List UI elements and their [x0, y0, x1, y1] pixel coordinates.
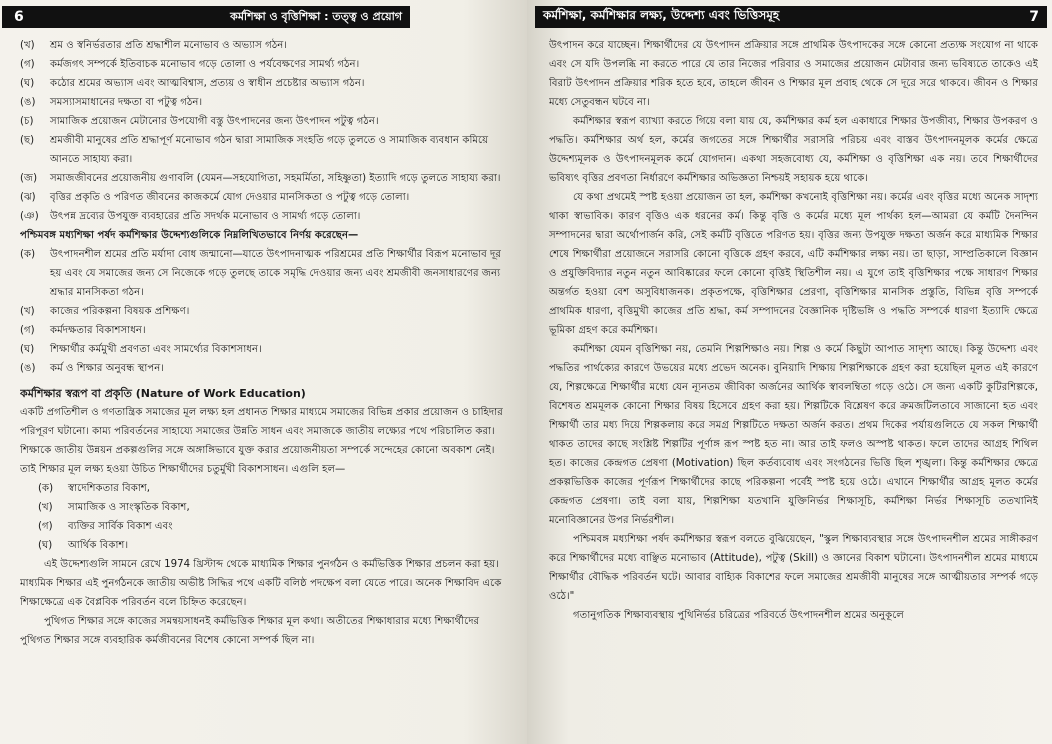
objective-item — [20, 74, 513, 93]
paragraph-production-link: উৎপাদন করে যাচ্ছেন। শিক্ষার্থীদের যে উৎপাদন প্রক্রিয়ার সঙ্গে প্রাথমিক উৎপাদকের সঙ্গে কোনো প্রত্যক্ষ সংযোগ না থাকে এবং সে যদি উপলব্ধি না করতে পারে যে তার নিজের পরিবার ও সমাজের প্রয়োজন মেটাবার জন্য ভবিষ্যতে তাকেও এই বিরাট উৎপাদন প্রক্রিয়ার শরিক হতে হবে, তাহলে জীবন ও শিক্ষার মূল প্রবাহ থেকে সে দূরে সরে থাকবে। জীবন ও শিক্ষার মধ্যে সেতুবন্ধন ঘটবে না। — [549, 40, 1038, 108]
list-item-label: (ঘ) — [38, 540, 53, 551]
left-page-content — [20, 36, 513, 740]
list-item-text: কর্মজগৎ সম্পর্কে ইতিবাচক মনোভাব গড়ে তোলা ও পর্যবেক্ষণের সামর্থ্য গঠন। — [50, 59, 360, 70]
list-item-label: (ঘ) — [20, 78, 35, 89]
list-item-text: কর্ম ও শিক্ষার অনুবন্ধ স্থাপন। — [50, 363, 164, 374]
list-item-text: শিক্ষার্থীর কর্মমুখী প্রবণতা এবং সামর্থ্যের বিকাশসাধন। — [50, 344, 262, 355]
right-running-title: কর্মশিক্ষা, কর্মশিক্ষার লক্ষ্য, উদ্দেশ্য এবং ভিত্তিসমূহ — [543, 8, 780, 22]
paragraph-bookish-education: পুথিগত শিক্ষার সঙ্গে কাজের সমন্বয়সাধনই কর্মভিত্তিক শিক্ষার মূল কথা। অতীতের শিক্ষাধারার মধ্যে শিক্ষার্থীদের পুথিগত শিক্ষার সঙ্গে ব্যবহারিক কর্মজীবনের বিশেষ কোনো সম্পর্ক ছিল না। — [20, 616, 480, 646]
list-item-label: (খ) — [38, 502, 53, 513]
wb-objective-item — [20, 245, 513, 302]
list-item-text: বৃত্তির প্রকৃতি ও পরিণত জীবনের কাজকর্মে যোগ দেওয়ার মানসিকতা ও পটুত্ব গড়ে তোলা। — [50, 192, 410, 203]
nature-paragraph: একটি প্রগতিশীল ও গণতান্ত্রিক সমাজের মূল লক্ষ্য হল প্রধানত শিক্ষার মাধ্যমে সমাজের বিভিন্ন প্রকার প্রয়োজন ও চাহিদার পরিপূরণ ঘটানো। কাম্য পরিবর্তনের সাহায্যে সমাজের উন্নতি সাধন এবং সমাজকে জাতীয় লক্ষ্যের পথে পরিচালিত করা। শিক্ষাকে জাতীয় উন্নয়ন প্রকল্পগুলির সঙ্গে অঙ্গাঙ্গিভাবে যুক্ত করার প্রয়োজনীয়তা সম্পর্কে সন্দেহের কোনো অবকাশ নেই। তাই শিক্ষার মূল লক্ষ্য হওয়া উচিত শিক্ষার্থীদের চতুর্মুখী বিকাশসাধন। এগুলি হল— — [20, 407, 503, 475]
wb-objective-item — [20, 359, 513, 378]
right-page-number: 7 — [1029, 9, 1039, 25]
right-page-header — [535, 6, 1047, 28]
list-item-label: (গ) — [38, 521, 53, 532]
list-item-label: (ছ) — [20, 135, 35, 146]
wb-objective-item — [20, 302, 513, 321]
paragraph-1974: এই উদ্দেশ্যগুলি সামনে রেখে 1974 খ্রিস্টাব্দ থেকে মাধ্যমিক শিক্ষার পুনর্গঠন ও কর্মভিত্তিক শিক্ষার প্রচলন করা হয়। মাধ্যমিক শিক্ষার এই পুনর্গঠনকে জাতীয় অভীষ্ট সিদ্ধির পথে একটি বলিষ্ঠ পদক্ষেপ বলা যেতে পারে। অনেক শিক্ষাবিদ একে শিক্ষাক্ষেত্রে এক বৈপ্লবিক পরিবর্তন বলে চিহ্নিত করেছেন। — [20, 559, 502, 608]
wb-objectives-list — [20, 245, 513, 378]
right-page-content — [549, 36, 1038, 740]
list-item-text: উৎপাদনশীল শ্রমের প্রতি মর্যাদা বোধ জন্মানো—যাতে উৎপাদনাত্মক পরিশ্রমের প্রতি শিক্ষার্থীর বিরূপ মনোভাব দূর হয় এবং যে সমাজের জন্য সে নিজেকে গড়ে তুলছে তাকে সমৃদ্ধি দেওয়ার জন্য এবং শ্রমজীবী জনসাধারণের জন্য শ্রদ্ধার মানসিকতা গঠন। — [50, 249, 501, 298]
development-item — [38, 479, 513, 498]
objective-item — [20, 207, 513, 226]
list-item-label: (গ) — [20, 325, 35, 336]
objective-item — [20, 112, 513, 131]
objective-item — [20, 93, 513, 112]
list-item-text: সমস্যাসমাধানের দক্ষতা বা পটুত্ব গঠন। — [50, 97, 203, 108]
objective-item — [20, 36, 513, 55]
list-item-label: (চ) — [20, 116, 34, 127]
list-item-label: (ক) — [38, 483, 54, 494]
wb-objective-item — [20, 321, 513, 340]
list-item-text: ব্যক্তির সার্বিক বিকাশ এবং — [68, 521, 173, 532]
list-item-label: (জ) — [20, 173, 38, 184]
list-item-text: কঠোর শ্রমের অভ্যাস এবং আত্মবিশ্বাস, প্রত্যয় ও স্বাধীন প্রচেষ্টার অভ্যাস গঠন। — [50, 78, 365, 89]
wb-objectives-heading: পশ্চিমবঙ্গ মধ্যশিক্ষা পর্ষদ কর্মশিক্ষার উদ্দেশ্যগুলিকে নিম্নলিখিতভাবে নির্ণয় করেছেন— — [20, 230, 359, 241]
development-item — [38, 517, 513, 536]
list-item-text: সামাজিক ও সাংস্কৃতিক বিকাশ, — [68, 502, 190, 513]
list-item-text: শ্রমজীবী মানুষের প্রতি শ্রদ্ধাপূর্ণ মনোভাব গঠন দ্বারা সামাজিক সংহতি গড়ে তুলতে ও সামাজিক ব্যবধান কমিয়ে আনতে সাহায্য করা। — [50, 135, 489, 165]
paragraph-nature-explained: কর্মশিক্ষার স্বরূপ ব্যাখ্যা করতে গিয়ে বলা যায় যে, কর্মশিক্ষার কর্ম হল একাধারে শিক্ষার উপজীব্য, শিক্ষার উপকরণ ও পদ্ধতি। কর্মশিক্ষার অর্থ হল, কর্মের জগতের সঙ্গে শিক্ষার্থীর সরাসরি পরিচয় এবং বাস্তব উৎপাদনমূলক কর্মের ক্ষেত্রে উদ্দেশ্যমূলক ও উৎপাদনমূলক কর্মে যোগদান। একথা সহজবোধ্য যে, কর্মশিক্ষা ও বৃত্তিশিক্ষা এক নয়। তবে শিক্ষার্থীদের ভবিষ্যৎ বৃত্তির প্রবণতা নির্ধারণে কর্মশিক্ষার অভিজ্ঞতা নিশ্চয়ই সহায়ক হয়ে থাকে। — [549, 116, 1038, 184]
list-item-text: সমাজজীবনের প্রয়োজনীয় গুণাবলি (যেমন—সহযোগিতা, সহমর্মিতা, সহিষ্ণুতা) ইত্যাদি গড়ে তুলতে সাহায্য করা। — [50, 173, 501, 184]
list-item-label: (ক) — [20, 249, 36, 260]
objective-item — [20, 55, 513, 74]
paragraph-wb-definition: পশ্চিমবঙ্গ মধ্যশিক্ষা পর্ষদ কর্মশিক্ষার স্বরূপ বলতে বুঝিয়েছেন, "স্কুল শিক্ষাব্যবস্থার সঙ্গে উৎপাদনশীল শ্রমের সাঙ্গীকরণ করে শিক্ষার্থীদের মধ্যে বাঞ্ছিত মনোভাব (Attitude), পটুত্ব (Skill) ও জ্ঞানের বিকাশ ঘটানো। উৎপাদনশীল শ্রমের মাধ্যমে শিক্ষার্থীর বৌদ্ধিক পরিবর্তন ঘটে। আবার বাহ্যিক বিকাশের ফলে সমাজের শ্রমজীবী মানুষের সঙ্গে আত্মীয়তার সম্পর্ক গড়ে ওঠে।" — [549, 534, 1038, 602]
nature-heading: কর্মশিক্ষার স্বরূপ বা প্রকৃতি (Nature of Work Education) — [20, 387, 306, 400]
wb-objective-item — [20, 340, 513, 359]
list-item-label: (গ) — [20, 59, 35, 70]
list-item-label: (ঙ) — [20, 97, 36, 108]
objectives-list — [20, 36, 513, 226]
list-item-text: সামাজিক প্রয়োজন মেটানোর উপযোগী বস্তু উৎপাদনের জন্য উৎপাদন পটুত্ব গঠন। — [50, 116, 379, 127]
objective-item — [20, 188, 513, 207]
paragraph-not-craft: কর্মশিক্ষা যেমন বৃত্তিশিক্ষা নয়, তেমনি শিল্পশিক্ষাও নয়। শিল্প ও কর্মে কিছুটা আপাত সাদৃশ্য আছে। কিন্তু উদ্দেশ্য এবং পদ্ধতির পার্থক্যের কারণে উভয়ের মধ্যে প্রভেদ অনেক। বুনিয়াদি শিক্ষায় শিল্পশিক্ষাকে গ্রহণ করা হয়েছিল মূলত এই কারণে যে, শিল্পক্ষেত্রে শিক্ষার্থীর মধ্যে যেন ন্যূনতম জীবিকা অর্জনের আর্থিক স্বাবলম্বিতা গড়ে ওঠে। সে জন্য একটি কুটিরশিল্পকে, বিশেষত শ্রমমূলক কোনো শিক্ষার বিষয় হিসেবে গ্রহণ করা হয়। শিল্পটিকে বিশ্লেষণ করে ক্রমজটিলতাবে সাজানো হত এবং শিক্ষার্থী তার মধ্য দিয়ে শিল্পকলায় করে সমগ্র শিল্পটিতে দক্ষতা অর্জন করত। প্রথম দিকের পর্যায়গুলিতে যে সকল শিক্ষার্থী থাকত তাদের কাছে সংশ্লিষ্ট শিল্পটির পূর্ণাঙ্গ রূপ স্পষ্ট হত না। আর তাই ফলও অস্পষ্ট থাকত। ফলে তাদের আগ্রহ শিথিল হত। কাজের কেন্দ্রগত প্রেষণা (Motivation) ছিল কর্তব্যবোধ এবং সংগঠনের ভিত্তি ছিল শৃঙ্খলা। কিন্তু কর্মশিক্ষার ক্ষেত্রে প্রকল্পভিত্তিক কাজের পূর্ণরূপ শিক্ষার্থীদের কাছে পরিকল্পনা পর্বেই স্পষ্ট হয়ে ওঠে। এখানে শিক্ষার্থীর আগ্রহ মূলত কর্মের কেন্দ্রগত প্রেষণা। তাই বলা যায়, শিল্পশিক্ষা যতখানি যুক্তিনির্ভর শিক্ষাসূচি, কর্মশিক্ষা নির্ভর শিক্ষাসূচি ততখানিই মনোবিজ্ঞানের উপর নির্ভরশীল। — [549, 344, 1038, 526]
objective-item — [20, 131, 513, 169]
list-item-text: শ্রম ও স্বনির্ভরতার প্রতি শ্রদ্ধাশীল মনোভাব ও অভ্যাস গঠন। — [50, 40, 287, 51]
development-list — [20, 479, 513, 555]
list-item-label: (ঞ) — [20, 211, 39, 222]
development-item — [38, 536, 513, 555]
development-item — [38, 498, 513, 517]
list-item-text: কর্মদক্ষতার বিকাশসাধন। — [50, 325, 146, 336]
paragraph-not-vocational: যে কথা প্রথমেই স্পষ্ট হওয়া প্রয়োজন তা হল, কর্মশিক্ষা কখনোই বৃত্তিশিক্ষা নয়। কর্মের এবং বৃত্তির মধ্যে অনেক সাদৃশ্য থাকা স্বাভাবিক। কারণ বৃত্তিও এক ধরনের কর্ম। কিন্তু বৃত্তি ও কর্মের মধ্যে মূল পার্থক্য হল—আমরা যে কর্মটি দৈনন্দিন সম্পাদনের দ্বারা অর্থোপার্জন করি, সেই কর্মটি বৃত্তিতে পরিণত হয়। বৃত্তির জন্য উপযুক্ত দক্ষতা অর্জন করে মাধ্যমিক শিক্ষার শেষে শিক্ষার্থীরা প্রয়োজনে সরাসরি কোনো বৃত্তিকে গ্রহণ করবে, এটি কর্মশিক্ষার লক্ষ্য নয়। তা ছাড়া, সাম্প্রতিকালে বিজ্ঞান ও প্রযুক্তিবিদ্যার নতুন নতুন আবিষ্কারের ফলে কোনো বৃত্তিই স্থিতিশীল নয়। এ যুগে তাই বৃত্তিশিক্ষার পক্ষে সাধারণ শিক্ষার অন্তর্গত হওয়া বেশ অসুবিধাজনক। প্রকৃতপক্ষে, বৃত্তিশিক্ষার প্রেরণা, বৃত্তিশিক্ষার মানসিক প্রস্তুতি, বিভিন্ন বৃত্তি সম্পর্কে প্রাথমিক ধারণা, বৃত্তিমুখী কাজের প্রতি শ্রদ্ধা, কর্ম সম্পাদনের বৈজ্ঞানিক দৃষ্টিভঙ্গি ও পদ্ধতি সম্পর্কে ধারণা ইত্যাদি ক্ষেত্রে ভূমিকা গ্রহণ করে কর্মশিক্ষা। — [549, 192, 1038, 336]
left-page-header — [2, 6, 410, 28]
list-item-label: (ঙ) — [20, 363, 36, 374]
left-running-title: কর্মশিক্ষা ও বৃত্তিশিক্ষা : তত্ত্ব ও প্রয়োগ — [230, 9, 402, 23]
list-item-text: স্বাদেশিকতার বিকাশ, — [68, 483, 151, 494]
list-item-label: (খ) — [20, 306, 35, 317]
list-item-label: (ঘ) — [20, 344, 35, 355]
left-page-number: 6 — [14, 9, 24, 25]
list-item-text: কাজের পরিকল্পনা বিষয়ক প্রশিক্ষণ। — [50, 306, 190, 317]
paragraph-traditional-system: গতানুগতিক শিক্ষাব্যবস্থায় পুথিনির্ভর চরিত্রের পরিবর্তে উৎপাদনশীল শ্রমের অনুকূলে — [573, 610, 904, 621]
list-item-text: আর্থিক বিকাশ। — [68, 540, 129, 551]
list-item-label: (ঝ) — [20, 192, 36, 203]
list-item-text: উৎপন্ন দ্রব্যের উপযুক্ত ব্যবহারের প্রতি সদর্থক মনোভাব ও সামর্থ্য গড়ে তোলা। — [50, 211, 361, 222]
right-page — [527, 0, 1052, 744]
list-item-label: (খ) — [20, 40, 35, 51]
objective-item — [20, 169, 513, 188]
